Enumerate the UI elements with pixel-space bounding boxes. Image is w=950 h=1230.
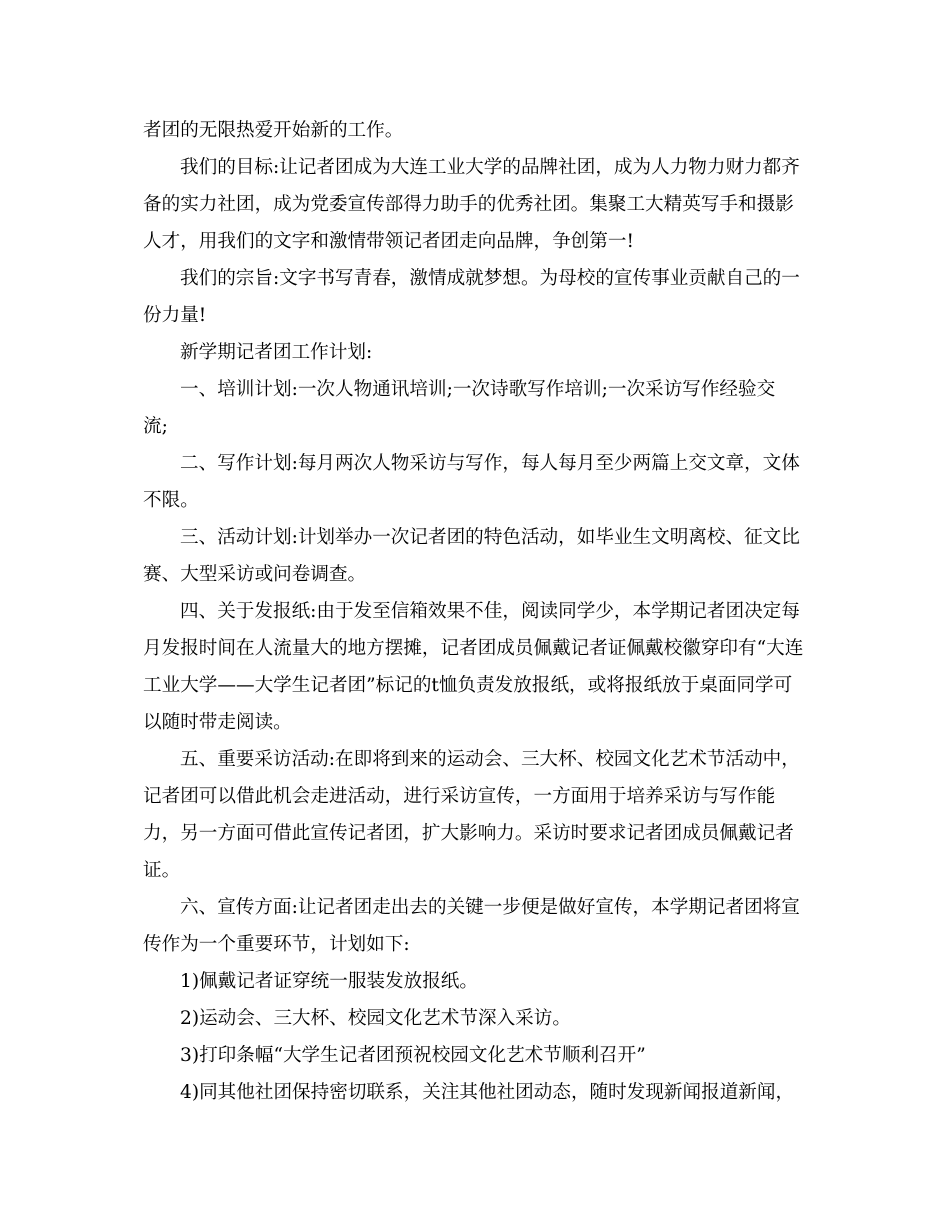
text-line-19: 记者团可以借此机会走进活动，进行采访宣传，一方面用于培养采访与写作能 [143,786,776,807]
text-line-17: 以随时带走阅读。 [143,712,292,733]
text-line-20: 力，另一方面可借此宣传记者团，扩大影响力。采访时要求记者团成员佩戴记者 [143,823,794,844]
text-line-2: 我们的目标:让记者团成为大连工业大学的品牌社团，成为人力物力财力都齐 [180,157,800,178]
text-line-1: 者团的无限热爱开始新的工作。 [143,120,404,141]
text-line-23: 传作为一个重要环节，计划如下: [143,934,410,955]
text-line-7: 新学期记者团工作计划: [180,342,373,363]
text-line-27: 4)同其他社团保持密切联系，关注其他社团动态，随时发现新闻报道新闻， [180,1082,795,1103]
text-line-3: 备的实力社团，成为党委宣传部得力助手的优秀社团。集聚工大精英写手和摄影 [143,194,794,215]
text-line-15: 月发报时间在人流量大的地方摆摊，记者团成员佩戴记者证佩戴校徽穿印有“大连 [143,638,804,659]
text-line-13: 赛、大型采访或问卷调查。 [143,564,367,585]
text-line-11: 不限。 [143,490,199,511]
text-line-24: 1)佩戴记者证穿统一服装发放报纸。 [180,971,478,992]
text-line-12: 三、活动计划:计划举办一次记者团的特色活动，如毕业生文明离校、征文比 [180,527,800,548]
text-line-18: 五、重要采访活动:在即将到来的运动会、三大杯、校园文化艺术节活动中， [180,749,800,770]
document-body [143,116,810,1107]
text-line-22: 六、宣传方面:让记者团走出去的关键一步便是做好宣传，本学期记者团将宣 [180,897,800,918]
text-line-21: 证。 [143,860,181,881]
text-line-6: 份力量! [143,305,207,326]
text-line-26: 3)打印条幅“大学生记者团预祝校园文化艺术节顺利召开” [180,1045,646,1066]
text-line-10: 二、写作计划:每月两次人物采访与写作，每人每月至少两篇上交文章，文体 [180,453,800,474]
text-line-4: 人才，用我们的文字和激情带领记者团走向品牌，争创第一! [143,231,634,252]
text-line-5: 我们的宗旨:文字书写青春，激情成就梦想。为母校的宣传事业贡献自己的一 [180,268,800,289]
text-line-9: 流; [143,416,168,437]
text-line-25: 2)运动会、三大杯、校园文化艺术节深入采访。 [180,1008,571,1029]
text-line-8: 一、培训计划:一次人物通讯培训;一次诗歌写作培训;一次采访写作经验交 [180,379,776,400]
text-line-16: 工业大学——大学生记者团”标记的t恤负责发放报纸，或将报纸放于桌面同学可 [143,675,793,696]
text-line-14: 四、关于发报纸:由于发至信箱效果不佳，阅读同学少，本学期记者团决定每 [180,601,800,622]
